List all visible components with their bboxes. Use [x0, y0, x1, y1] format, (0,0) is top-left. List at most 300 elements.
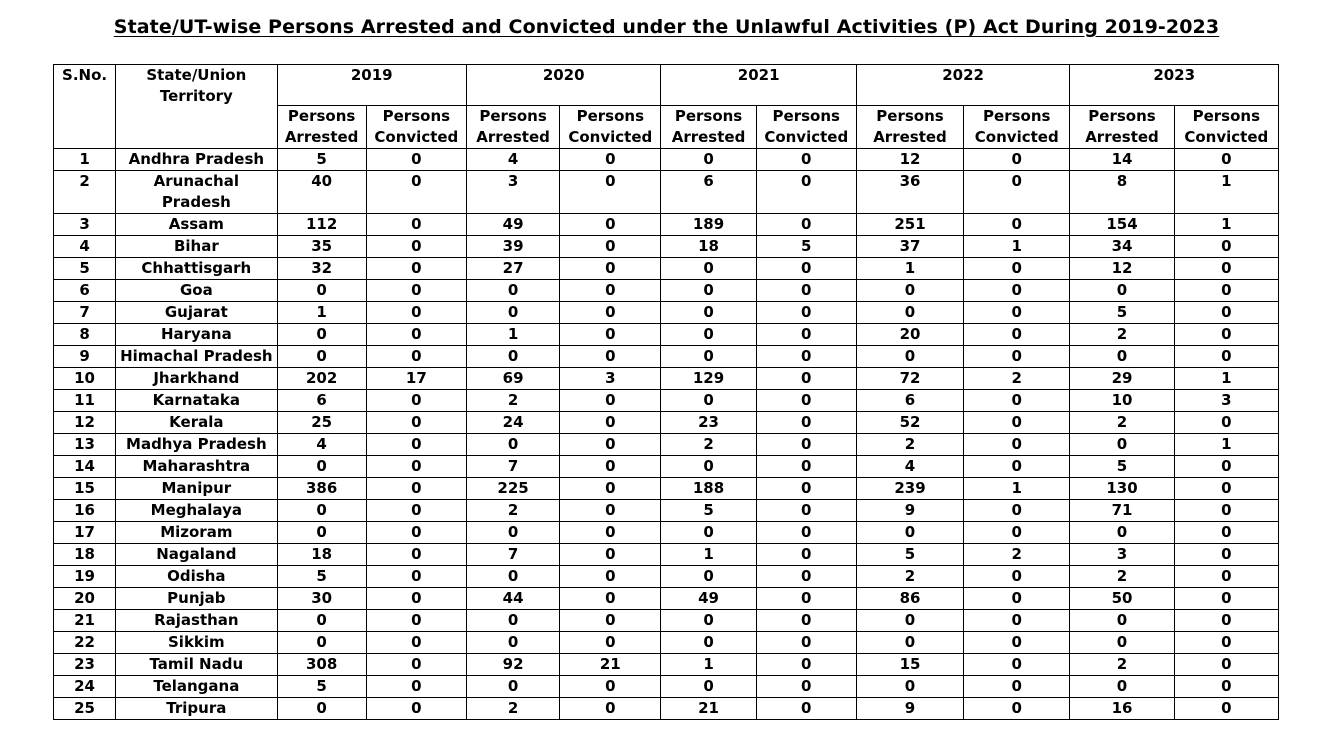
cell-sno: 22	[54, 632, 116, 654]
cell-persons-arrested: 69	[466, 368, 559, 390]
cell-persons-arrested: 0	[1070, 434, 1174, 456]
cell-persons-arrested: 0	[466, 280, 559, 302]
cell-persons-arrested: 1	[661, 654, 756, 676]
cell-persons-arrested: 39	[466, 236, 559, 258]
cell-persons-convicted: 17	[366, 368, 466, 390]
header-year-2023: 2023	[1070, 65, 1279, 106]
cell-persons-convicted: 0	[756, 149, 856, 171]
table-row	[54, 456, 1279, 478]
cell-persons-convicted: 0	[366, 588, 466, 610]
header-arrested-2022: Persons Arrested	[856, 106, 963, 149]
cell-persons-convicted: 0	[756, 390, 856, 412]
cell-persons-arrested: 0	[277, 280, 366, 302]
cell-state: Andhra Pradesh	[116, 149, 277, 171]
cell-persons-arrested: 4	[466, 149, 559, 171]
cell-persons-convicted: 21	[560, 654, 661, 676]
cell-persons-arrested: 50	[1070, 588, 1174, 610]
cell-persons-convicted: 0	[1174, 610, 1278, 632]
cell-state: Punjab	[116, 588, 277, 610]
cell-persons-convicted: 0	[560, 522, 661, 544]
cell-persons-arrested: 86	[856, 588, 963, 610]
cell-persons-convicted: 0	[1174, 522, 1278, 544]
cell-sno: 2	[54, 171, 116, 214]
table-row	[54, 390, 1279, 412]
header-arrested-2020: Persons Arrested	[466, 106, 559, 149]
table-row	[54, 258, 1279, 280]
header-convicted-2021: Persons Convicted	[756, 106, 856, 149]
cell-sno: 7	[54, 302, 116, 324]
cell-persons-arrested: 2	[466, 390, 559, 412]
cell-sno: 5	[54, 258, 116, 280]
cell-persons-arrested: 37	[856, 236, 963, 258]
cell-persons-convicted: 0	[756, 566, 856, 588]
cell-persons-arrested: 92	[466, 654, 559, 676]
cell-persons-arrested: 9	[856, 698, 963, 720]
cell-state: Himachal Pradesh	[116, 346, 277, 368]
cell-persons-convicted: 1	[1174, 434, 1278, 456]
cell-persons-convicted: 0	[1174, 236, 1278, 258]
cell-sno: 3	[54, 214, 116, 236]
cell-persons-arrested: 0	[661, 346, 756, 368]
cell-sno: 1	[54, 149, 116, 171]
cell-persons-arrested: 29	[1070, 368, 1174, 390]
cell-sno: 25	[54, 698, 116, 720]
cell-persons-arrested: 0	[466, 522, 559, 544]
cell-state: Mizoram	[116, 522, 277, 544]
cell-persons-convicted: 0	[366, 412, 466, 434]
cell-persons-arrested: 49	[466, 214, 559, 236]
cell-persons-convicted: 0	[366, 236, 466, 258]
cell-persons-arrested: 130	[1070, 478, 1174, 500]
table-row	[54, 610, 1279, 632]
cell-persons-convicted: 0	[756, 478, 856, 500]
cell-persons-arrested: 0	[1070, 346, 1174, 368]
cell-state: Meghalaya	[116, 500, 277, 522]
header-arrested-2019: Persons Arrested	[277, 106, 366, 149]
header-year-2020: 2020	[466, 65, 660, 106]
cell-persons-arrested: 3	[1070, 544, 1174, 566]
cell-persons-convicted: 0	[964, 654, 1070, 676]
cell-persons-arrested: 5	[1070, 456, 1174, 478]
cell-persons-arrested: 202	[277, 368, 366, 390]
cell-persons-convicted: 0	[1174, 149, 1278, 171]
cell-persons-arrested: 0	[466, 566, 559, 588]
cell-persons-convicted: 0	[366, 544, 466, 566]
cell-state: Rajasthan	[116, 610, 277, 632]
cell-persons-convicted: 0	[366, 280, 466, 302]
cell-persons-arrested: 2	[1070, 654, 1174, 676]
table-row	[54, 500, 1279, 522]
cell-persons-arrested: 7	[466, 544, 559, 566]
cell-persons-convicted: 0	[964, 346, 1070, 368]
cell-state: Karnataka	[116, 390, 277, 412]
cell-persons-convicted: 0	[756, 544, 856, 566]
table-row	[54, 676, 1279, 698]
cell-persons-convicted: 0	[366, 434, 466, 456]
cell-persons-convicted: 0	[964, 632, 1070, 654]
cell-persons-convicted: 0	[366, 258, 466, 280]
cell-persons-convicted: 1	[1174, 171, 1278, 214]
cell-persons-arrested: 0	[1070, 676, 1174, 698]
cell-state: Odisha	[116, 566, 277, 588]
header-convicted-2022: Persons Convicted	[964, 106, 1070, 149]
cell-persons-convicted: 0	[756, 302, 856, 324]
cell-persons-arrested: 0	[277, 610, 366, 632]
table-row	[54, 412, 1279, 434]
cell-persons-arrested: 10	[1070, 390, 1174, 412]
cell-persons-arrested: 8	[1070, 171, 1174, 214]
cell-persons-arrested: 0	[277, 500, 366, 522]
header-convicted-2020: Persons Convicted	[560, 106, 661, 149]
table-row	[54, 171, 1279, 214]
cell-state: Nagaland	[116, 544, 277, 566]
cell-persons-arrested: 7	[466, 456, 559, 478]
cell-persons-arrested: 0	[1070, 632, 1174, 654]
cell-state: Kerala	[116, 412, 277, 434]
cell-persons-convicted: 0	[1174, 500, 1278, 522]
cell-persons-convicted: 0	[964, 171, 1070, 214]
cell-persons-arrested: 15	[856, 654, 963, 676]
cell-persons-convicted: 0	[560, 390, 661, 412]
cell-state: Chhattisgarh	[116, 258, 277, 280]
header-state: State/Union Territory	[116, 65, 277, 149]
cell-persons-arrested: 154	[1070, 214, 1174, 236]
cell-persons-convicted: 0	[756, 654, 856, 676]
cell-sno: 19	[54, 566, 116, 588]
cell-persons-arrested: 129	[661, 368, 756, 390]
cell-persons-convicted: 0	[560, 412, 661, 434]
cell-persons-arrested: 0	[277, 698, 366, 720]
cell-persons-arrested: 2	[856, 434, 963, 456]
cell-persons-convicted: 0	[964, 522, 1070, 544]
cell-persons-convicted: 0	[964, 566, 1070, 588]
cell-persons-convicted: 0	[964, 149, 1070, 171]
cell-persons-convicted: 0	[756, 522, 856, 544]
cell-persons-arrested: 0	[661, 149, 756, 171]
header-arrested-2021: Persons Arrested	[661, 106, 756, 149]
table-row	[54, 236, 1279, 258]
cell-persons-arrested: 0	[856, 632, 963, 654]
cell-persons-convicted: 0	[366, 456, 466, 478]
cell-sno: 13	[54, 434, 116, 456]
cell-persons-arrested: 1	[466, 324, 559, 346]
table-row	[54, 698, 1279, 720]
cell-persons-arrested: 0	[661, 324, 756, 346]
table-row	[54, 566, 1279, 588]
cell-persons-arrested: 188	[661, 478, 756, 500]
cell-persons-arrested: 18	[277, 544, 366, 566]
cell-persons-convicted: 1	[1174, 368, 1278, 390]
table-row	[54, 478, 1279, 500]
cell-state: Bihar	[116, 236, 277, 258]
cell-persons-convicted: 0	[964, 500, 1070, 522]
cell-sno: 17	[54, 522, 116, 544]
cell-persons-arrested: 1	[277, 302, 366, 324]
cell-persons-arrested: 225	[466, 478, 559, 500]
cell-persons-arrested: 0	[277, 632, 366, 654]
cell-persons-arrested: 5	[661, 500, 756, 522]
cell-persons-arrested: 5	[1070, 302, 1174, 324]
cell-persons-convicted: 0	[1174, 698, 1278, 720]
cell-sno: 8	[54, 324, 116, 346]
cell-persons-convicted: 0	[964, 676, 1070, 698]
cell-persons-convicted: 0	[964, 412, 1070, 434]
cell-persons-convicted: 0	[1174, 544, 1278, 566]
cell-persons-convicted: 0	[560, 302, 661, 324]
page-title: State/UT-wise Persons Arrested and Convicted under the Unlawful Activities (P) Act During 2019-2023	[113, 16, 1220, 38]
table-row	[54, 632, 1279, 654]
cell-persons-arrested: 72	[856, 368, 963, 390]
table-row	[54, 280, 1279, 302]
table-row	[54, 324, 1279, 346]
cell-persons-convicted: 0	[366, 654, 466, 676]
cell-persons-arrested: 23	[661, 412, 756, 434]
cell-persons-convicted: 2	[964, 368, 1070, 390]
cell-persons-convicted: 0	[964, 610, 1070, 632]
cell-persons-convicted: 0	[366, 171, 466, 214]
cell-persons-arrested: 24	[466, 412, 559, 434]
cell-persons-convicted: 0	[964, 214, 1070, 236]
cell-sno: 20	[54, 588, 116, 610]
cell-persons-arrested: 49	[661, 588, 756, 610]
table-row	[54, 346, 1279, 368]
cell-persons-convicted: 0	[1174, 346, 1278, 368]
cell-persons-arrested: 5	[856, 544, 963, 566]
cell-persons-convicted: 0	[366, 478, 466, 500]
cell-persons-arrested: 36	[856, 171, 963, 214]
cell-persons-arrested: 6	[277, 390, 366, 412]
cell-persons-arrested: 0	[466, 610, 559, 632]
cell-persons-arrested: 0	[1070, 522, 1174, 544]
cell-persons-arrested: 0	[466, 632, 559, 654]
cell-persons-convicted: 0	[756, 698, 856, 720]
cell-persons-convicted: 0	[1174, 566, 1278, 588]
cell-persons-convicted: 0	[964, 390, 1070, 412]
cell-persons-convicted: 0	[1174, 588, 1278, 610]
cell-persons-convicted: 0	[964, 456, 1070, 478]
cell-persons-arrested: 0	[466, 434, 559, 456]
cell-persons-convicted: 0	[560, 566, 661, 588]
table-row	[54, 302, 1279, 324]
cell-persons-arrested: 0	[466, 346, 559, 368]
cell-persons-arrested: 251	[856, 214, 963, 236]
cell-persons-convicted: 0	[560, 434, 661, 456]
cell-persons-convicted: 0	[1174, 456, 1278, 478]
cell-persons-arrested: 32	[277, 258, 366, 280]
cell-persons-arrested: 52	[856, 412, 963, 434]
cell-persons-arrested: 0	[277, 456, 366, 478]
cell-persons-arrested: 35	[277, 236, 366, 258]
cell-persons-convicted: 0	[560, 698, 661, 720]
cell-persons-arrested: 0	[661, 302, 756, 324]
cell-persons-arrested: 0	[856, 302, 963, 324]
header-year-2022: 2022	[856, 65, 1070, 106]
header-arrested-2023: Persons Arrested	[1070, 106, 1174, 149]
cell-persons-arrested: 0	[1070, 280, 1174, 302]
cell-persons-arrested: 0	[277, 346, 366, 368]
cell-persons-convicted: 0	[560, 214, 661, 236]
cell-persons-convicted: 0	[366, 149, 466, 171]
cell-persons-convicted: 0	[756, 434, 856, 456]
cell-persons-convicted: 0	[1174, 632, 1278, 654]
cell-sno: 4	[54, 236, 116, 258]
cell-persons-arrested: 27	[466, 258, 559, 280]
cell-persons-arrested: 239	[856, 478, 963, 500]
cell-persons-arrested: 0	[661, 632, 756, 654]
cell-sno: 11	[54, 390, 116, 412]
cell-persons-convicted: 0	[964, 258, 1070, 280]
cell-persons-convicted: 3	[1174, 390, 1278, 412]
cell-persons-convicted: 0	[1174, 654, 1278, 676]
cell-persons-convicted: 0	[366, 676, 466, 698]
cell-state: Gujarat	[116, 302, 277, 324]
cell-persons-convicted: 0	[560, 588, 661, 610]
cell-persons-convicted: 0	[1174, 324, 1278, 346]
cell-persons-convicted: 0	[964, 698, 1070, 720]
cell-persons-convicted: 1	[964, 478, 1070, 500]
cell-persons-arrested: 5	[277, 676, 366, 698]
cell-persons-convicted: 0	[366, 390, 466, 412]
cell-persons-convicted: 0	[756, 500, 856, 522]
cell-persons-convicted: 0	[366, 500, 466, 522]
cell-persons-convicted: 0	[560, 324, 661, 346]
cell-persons-convicted: 0	[756, 588, 856, 610]
cell-persons-arrested: 6	[856, 390, 963, 412]
cell-persons-convicted: 0	[560, 258, 661, 280]
table-row	[54, 149, 1279, 171]
cell-persons-arrested: 2	[1070, 324, 1174, 346]
cell-persons-convicted: 3	[560, 368, 661, 390]
cell-persons-convicted: 0	[560, 610, 661, 632]
cell-persons-convicted: 0	[756, 456, 856, 478]
cell-persons-arrested: 1	[856, 258, 963, 280]
header-convicted-2019: Persons Convicted	[366, 106, 466, 149]
cell-persons-arrested: 0	[277, 324, 366, 346]
cell-persons-convicted: 0	[560, 544, 661, 566]
cell-persons-convicted: 0	[366, 610, 466, 632]
table-body	[54, 149, 1279, 720]
cell-persons-convicted: 0	[756, 368, 856, 390]
cell-persons-convicted: 0	[1174, 258, 1278, 280]
cell-state: Telangana	[116, 676, 277, 698]
cell-persons-arrested: 0	[1070, 610, 1174, 632]
cell-persons-convicted: 0	[560, 280, 661, 302]
cell-sno: 14	[54, 456, 116, 478]
cell-persons-arrested: 30	[277, 588, 366, 610]
cell-persons-convicted: 0	[756, 171, 856, 214]
cell-persons-convicted: 0	[1174, 676, 1278, 698]
cell-persons-arrested: 4	[277, 434, 366, 456]
table-row	[54, 522, 1279, 544]
table-row	[54, 368, 1279, 390]
cell-state: Sikkim	[116, 632, 277, 654]
table-row	[54, 434, 1279, 456]
cell-persons-arrested: 21	[661, 698, 756, 720]
cell-persons-arrested: 0	[661, 390, 756, 412]
cell-sno: 23	[54, 654, 116, 676]
cell-sno: 10	[54, 368, 116, 390]
cell-state: Maharashtra	[116, 456, 277, 478]
cell-persons-arrested: 0	[466, 302, 559, 324]
table-row	[54, 588, 1279, 610]
cell-persons-arrested: 2	[661, 434, 756, 456]
cell-persons-convicted: 0	[964, 434, 1070, 456]
header-year-2021: 2021	[661, 65, 856, 106]
header-sno: S.No.	[54, 65, 116, 149]
cell-persons-convicted: 0	[366, 698, 466, 720]
cell-persons-arrested: 9	[856, 500, 963, 522]
cell-persons-arrested: 308	[277, 654, 366, 676]
cell-persons-arrested: 40	[277, 171, 366, 214]
cell-sno: 24	[54, 676, 116, 698]
cell-persons-arrested: 0	[466, 676, 559, 698]
cell-persons-arrested: 2	[466, 500, 559, 522]
cell-sno: 18	[54, 544, 116, 566]
table-row	[54, 654, 1279, 676]
cell-persons-convicted: 0	[1174, 302, 1278, 324]
cell-state: Assam	[116, 214, 277, 236]
cell-persons-arrested: 2	[1070, 412, 1174, 434]
cell-persons-arrested: 12	[1070, 258, 1174, 280]
cell-persons-arrested: 25	[277, 412, 366, 434]
cell-persons-convicted: 0	[1174, 412, 1278, 434]
cell-persons-arrested: 12	[856, 149, 963, 171]
cell-sno: 21	[54, 610, 116, 632]
cell-persons-arrested: 5	[277, 149, 366, 171]
cell-persons-convicted: 0	[1174, 280, 1278, 302]
cell-persons-arrested: 44	[466, 588, 559, 610]
cell-persons-convicted: 0	[560, 346, 661, 368]
cell-persons-convicted: 0	[560, 500, 661, 522]
cell-persons-convicted: 0	[366, 522, 466, 544]
cell-persons-convicted: 5	[756, 236, 856, 258]
cell-persons-convicted: 1	[1174, 214, 1278, 236]
cell-persons-arrested: 2	[1070, 566, 1174, 588]
cell-state: Goa	[116, 280, 277, 302]
cell-persons-arrested: 0	[661, 258, 756, 280]
cell-persons-convicted: 0	[964, 324, 1070, 346]
cell-persons-arrested: 6	[661, 171, 756, 214]
cell-persons-arrested: 5	[277, 566, 366, 588]
cell-persons-arrested: 2	[466, 698, 559, 720]
cell-state: Jharkhand	[116, 368, 277, 390]
cell-persons-convicted: 0	[560, 478, 661, 500]
cell-state: Tamil Nadu	[116, 654, 277, 676]
cell-persons-arrested: 18	[661, 236, 756, 258]
cell-persons-arrested: 71	[1070, 500, 1174, 522]
cell-persons-arrested: 3	[466, 171, 559, 214]
cell-persons-arrested: 0	[856, 610, 963, 632]
cell-persons-arrested: 112	[277, 214, 366, 236]
cell-persons-convicted: 0	[1174, 478, 1278, 500]
cell-persons-convicted: 0	[756, 214, 856, 236]
cell-persons-convicted: 0	[756, 610, 856, 632]
cell-state: Madhya Pradesh	[116, 434, 277, 456]
cell-persons-convicted: 0	[756, 412, 856, 434]
cell-persons-convicted: 0	[560, 236, 661, 258]
cell-sno: 15	[54, 478, 116, 500]
cell-persons-convicted: 2	[964, 544, 1070, 566]
cell-persons-convicted: 0	[560, 171, 661, 214]
cell-persons-arrested: 0	[661, 456, 756, 478]
cell-persons-convicted: 0	[560, 676, 661, 698]
cell-sno: 6	[54, 280, 116, 302]
cell-persons-convicted: 0	[756, 346, 856, 368]
cell-persons-convicted: 0	[964, 280, 1070, 302]
cell-persons-arrested: 34	[1070, 236, 1174, 258]
cell-persons-convicted: 0	[366, 214, 466, 236]
cell-persons-arrested: 16	[1070, 698, 1174, 720]
